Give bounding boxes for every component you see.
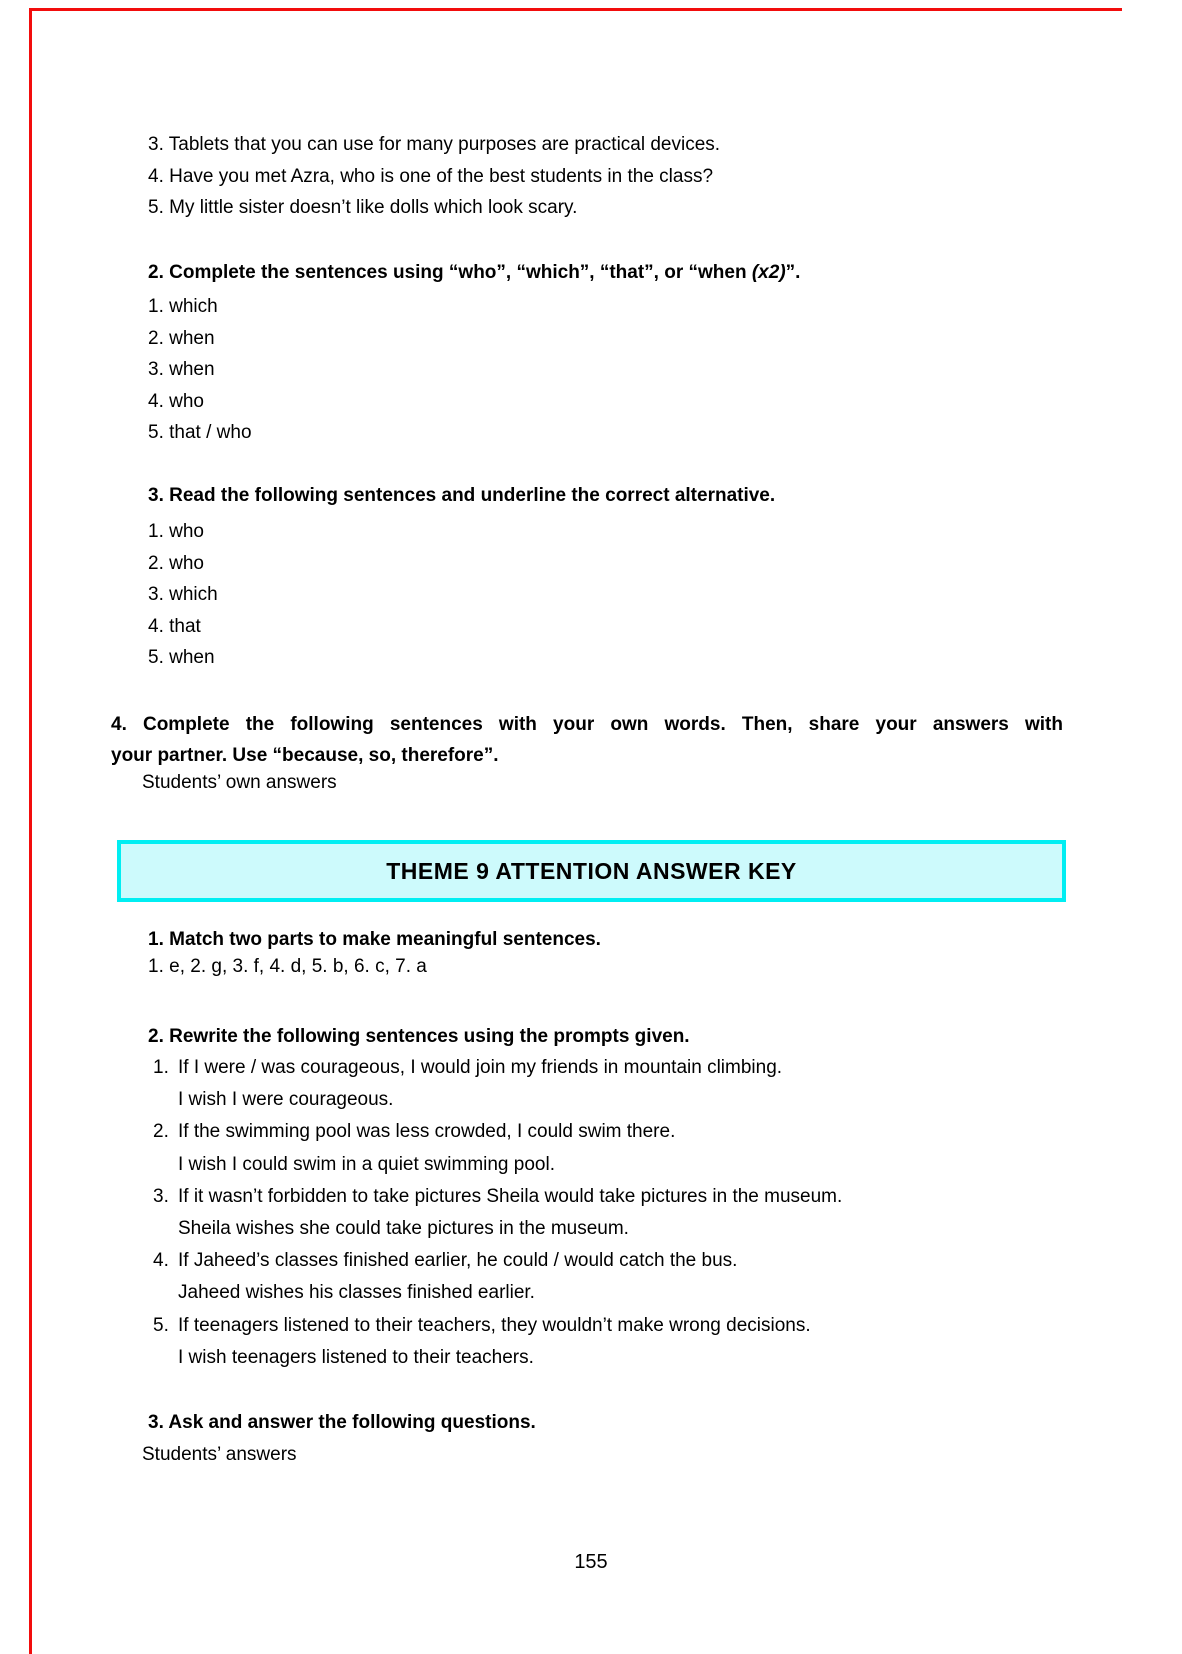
- answer-line: 1. who: [148, 521, 204, 542]
- wish-sentence: I wish I were courageous.: [178, 1089, 394, 1111]
- answer-line: 5. when: [148, 647, 215, 669]
- item-number: 1.: [153, 1057, 169, 1078]
- answer-line: 3. Tablets that you can use for many purposes are practical devices.: [148, 134, 721, 155]
- previous-exercise-answers: [148, 129, 720, 224]
- theme-banner-title: THEME 9 ATTENTION ANSWER KEY: [386, 857, 797, 884]
- theme9-exercise-3-heading: 3. Ask and answer the following questions.: [148, 1412, 536, 1433]
- rewrite-item: [153, 1181, 842, 1245]
- theme9-exercise-2-answers: [153, 1052, 842, 1374]
- rewrite-sentence: If Jaheed’s classes finished earlier, he could / would catch the bus.: [178, 1250, 738, 1272]
- page-edge-rule-left: [29, 8, 32, 1654]
- rewrite-sentence: If the swimming pool was less crowded, I could swim there.: [178, 1121, 676, 1143]
- answer-line: 4. that: [148, 615, 201, 637]
- rewrite-item: [153, 1245, 842, 1309]
- exercise-3-heading: 3. Read the following sentences and underline the correct alternative.: [148, 485, 776, 506]
- rewrite-item: [153, 1116, 842, 1180]
- wish-sentence: I wish teenagers listened to their teachers.: [178, 1346, 534, 1368]
- answer-line: 4. Have you met Azra, who is one of the best students in the class?: [148, 165, 714, 187]
- rewrite-item: [153, 1052, 842, 1116]
- wish-sentence: I wish I could swim in a quiet swimming pool.: [178, 1153, 555, 1175]
- exercise-4-heading: [111, 710, 1063, 771]
- answer-line: 5. that / who: [148, 422, 252, 444]
- answer-line: 2. when: [148, 327, 215, 349]
- exercise-2-heading: 2. Complete the sentences using “who”, “which”, “that”, or “when (x2)”.: [148, 262, 801, 283]
- wish-sentence: Jaheed wishes his classes finished earlier.: [178, 1282, 535, 1304]
- theme-banner: [117, 840, 1066, 902]
- exercise-4-heading-line2: your partner. Use “because, so, therefore”.: [111, 744, 499, 766]
- rewrite-item: [153, 1310, 842, 1374]
- wish-sentence: Sheila wishes she could take pictures in the museum.: [178, 1218, 629, 1240]
- answer-line: 2. who: [148, 552, 204, 574]
- answer-line: 3. which: [148, 584, 218, 606]
- exercise-4-heading-line1: 4. Complete the following sentences with your own words. Then, share your answers with: [111, 714, 1063, 735]
- theme9-exercise-1-answer: 1. e, 2. g, 3. f, 4. d, 5. b, 6. c, 7. a: [148, 956, 427, 977]
- exercise-4-note: Students’ own answers: [142, 772, 337, 793]
- rewrite-sentence: If teenagers listened to their teachers, they wouldn’t make wrong decisions.: [178, 1314, 811, 1336]
- answer-line: 5. My little sister doesn’t like dolls which look scary.: [148, 197, 578, 219]
- answer-line: 4. who: [148, 390, 204, 412]
- page-edge-rule-top: [29, 8, 1122, 11]
- exercise-2-answers: [148, 291, 252, 449]
- item-number: 3.: [153, 1185, 169, 1207]
- page-number: 155: [574, 1551, 608, 1573]
- item-number: 2.: [153, 1121, 169, 1143]
- item-number: 4.: [153, 1250, 169, 1272]
- theme9-exercise-2-heading: 2. Rewrite the following sentences using the prompts given.: [148, 1026, 690, 1047]
- answer-line: 3. when: [148, 359, 215, 381]
- theme9-exercise-3-note: Students’ answers: [142, 1444, 297, 1465]
- exercise-3-answers: [148, 516, 218, 674]
- answer-line: 1. which: [148, 296, 218, 317]
- rewrite-sentence: If I were / was courageous, I would join my friends in mountain climbing.: [178, 1057, 783, 1078]
- theme9-exercise-1-heading: 1. Match two parts to make meaningful sentences.: [148, 929, 601, 950]
- item-number: 5.: [153, 1314, 169, 1336]
- rewrite-sentence: If it wasn’t forbidden to take pictures Sheila would take pictures in the museum.: [178, 1185, 843, 1207]
